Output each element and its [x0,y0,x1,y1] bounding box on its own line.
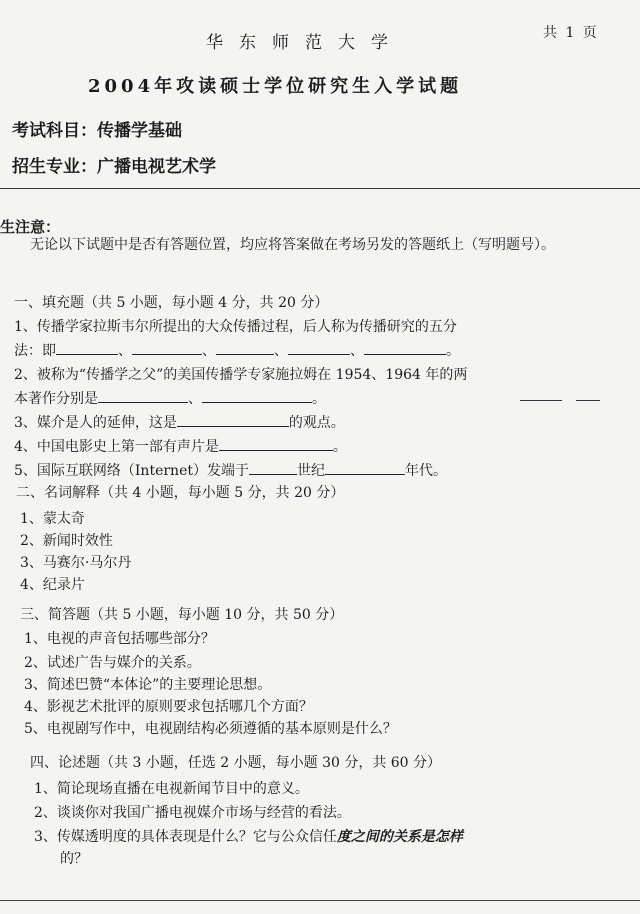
s1-q5-suffix: 年代。 [405,463,447,479]
sep: 、 [202,343,216,359]
answer-blank [216,342,274,355]
section-2-title: 二、名词解释（共 4 小题，每小题 5 分，共 20 分） [16,485,345,501]
footer-divider [0,900,640,901]
exam-title: 2004年攻读硕士学位研究生入学试题 [88,76,463,97]
s3-item: 3、简述巴赞“本体论”的主要理论思想。 [24,677,272,693]
s1-q3 [14,412,345,432]
sep: 、 [350,343,364,359]
answer-blank [219,438,333,451]
university-name: 华东师范大学 [206,33,404,53]
answer-blank [364,342,446,355]
s1-q5-prefix: 5、国际互联网络（Internet）发端于 [14,463,249,479]
s1-q2-line1: 2、被称为“传播学之父”的美国传播学专家施拉姆在 1954、1964 年的两 [14,367,468,383]
answer-blank [202,390,312,403]
answer-blank [325,462,405,475]
s1-q1-prefix: 法：即 [14,343,56,359]
sep: 。 [446,343,460,359]
s1-q1-line2 [14,340,460,360]
section-1-title: 一、填充题（共 5 小题，每小题 4 分，共 20 分） [14,295,329,311]
s2-item: 4、纪录片 [20,577,85,593]
s1-q2-line2 [14,388,326,408]
section-4-title: 四、论述题（共 3 小题，任选 2 小题，每小题 30 分，共 60 分） [30,755,442,771]
s3-item: 2、试述广告与媒介的关系。 [24,655,201,671]
s4-item: 1、简论现场直播在电视新闻节目中的意义。 [34,781,309,797]
s4-item: 2、谈谈你对我国广播电视媒介市场与经营的看法。 [34,805,351,821]
s4-item-3 [34,826,463,846]
enrollment-major: 招生专业：广播电视艺术学 [12,157,216,177]
s1-q4-prefix: 4、中国电影史上第一部有声片是 [14,439,219,455]
s1-q2-prefix: 本著作分别是 [14,391,98,407]
s4-q3-printed: 3、传媒透明度的具体表现是什么？它与公众信任 [34,829,337,845]
answer-blank [132,342,202,355]
s1-q5 [14,460,447,480]
stray-mark [576,400,600,401]
answer-blank [98,390,188,403]
sep: 。 [332,439,347,455]
answer-blank [56,342,118,355]
sep: 。 [312,391,326,407]
s3-item: 4、影视艺术批评的原则要求包括哪几个方面？ [24,699,313,715]
sep: 、 [274,343,288,359]
s4-item-3-cont: 的？ [60,851,88,867]
exam-subject: 考试科目：传播学基础 [12,121,182,141]
notice-text: 无论以下试题中是否有答题位置，均应将答案做在考场另发的答题纸上（写明题号）。 [30,237,555,253]
s1-q5-mid: 世纪 [297,463,325,479]
answer-blank [288,342,350,355]
s2-item: 3、马赛尔·马尔丹 [20,555,132,571]
sep: 、 [188,391,202,407]
answer-blank [249,462,297,475]
s3-item: 5、电视剧写作中，电视剧结构必须遵循的基本原则是什么？ [24,721,397,737]
s3-item: 1、电视的声音包括哪些部分？ [24,631,215,647]
page-count: 共 1 页 [543,25,599,41]
sep: 、 [118,343,132,359]
answer-blank [177,414,289,427]
s4-q3-handwritten: 度之间的关系是怎样 [336,829,463,845]
s2-item: 2、新闻时效性 [20,533,113,549]
s2-item: 1、蒙太奇 [20,511,85,527]
stray-mark [520,400,562,401]
header-divider [0,188,640,189]
s1-q1-line1: 1、传播学家拉斯韦尔所提出的大众传播过程，后人称为传播研究的五分 [14,319,457,335]
s1-q3-suffix: 的观点。 [288,415,345,431]
section-3-title: 三、简答题（共 5 小题，每小题 10 分，共 50 分） [20,607,344,623]
s1-q3-prefix: 3、媒介是人的延伸，这是 [14,415,177,431]
s1-q4 [14,436,347,456]
notice-title: 生注意： [0,218,61,236]
